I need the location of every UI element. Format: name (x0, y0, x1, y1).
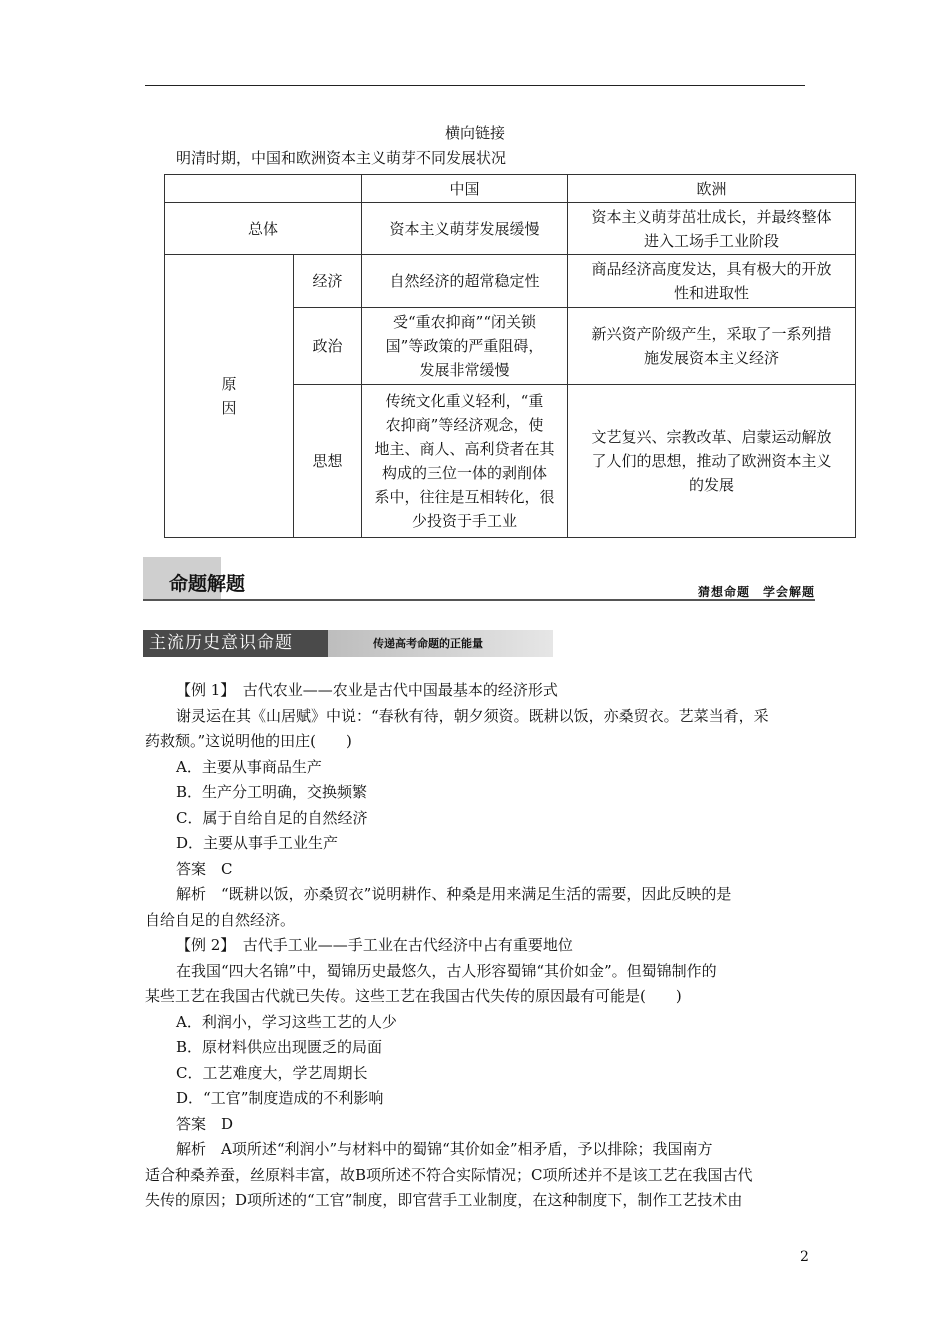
answer: 答案 C (176, 860, 233, 878)
analysis: 自给自足的自然经济。 (145, 911, 296, 929)
option-b: B．生产分工明确，交换频繁 (176, 783, 368, 801)
subsection-title: 主流历史意识命题 (143, 630, 328, 657)
thought-europe: 文艺复兴、宗教改革、启蒙运动解放 了人们的思想，推动了欧洲资本主义 的发展 (568, 385, 856, 538)
option-a: A．利润小，学习这些工艺的人少 (176, 1013, 397, 1031)
option-c: C．属于自给自足的自然经济 (176, 809, 368, 827)
thought-china: 传统文化重义轻利，“重 农抑商”等经济观念，使 地主、商人、高利贷者在其 构成的三位一体的剥削体 系中，往往是互相转化，很 少投资于手工业 (362, 385, 568, 538)
row-politics-label: 政治 (294, 308, 362, 385)
option-d: D．“工官”制度造成的不利影响 (176, 1089, 384, 1107)
option-d: D．主要从事手工业生产 (176, 834, 339, 852)
example-2-title: 【例 2】 古代手工业——手工业在古代经济中占有重要地位 (176, 936, 573, 954)
example-2-text: 某些工艺在我国古代就已失传。这些工艺在我国古代失传的原因最有可能是( ) (145, 987, 682, 1005)
header-rule (145, 85, 805, 86)
analysis: 适合种桑养蚕，丝原料丰富，故B项所述不符合实际情况；C项所述并不是该工艺在我国古代 (145, 1166, 753, 1184)
option-b: B．原材料供应出现匮乏的局面 (176, 1038, 383, 1056)
politics-china: 受“重农抑商”“闭关锁 国”等政策的严重阻碍， 发展非常缓慢 (362, 308, 568, 385)
section-header (143, 557, 815, 601)
option-a: A．主要从事商品生产 (176, 758, 322, 776)
analysis: 失传的原因；D项所述的“工官”制度，即官营手工业制度，在这种制度下，制作工艺技术由 (145, 1191, 743, 1209)
analysis: 解析 “既耕以饭，亦桑贸衣”说明耕作、种桑是用来满足生活的需要，因此反映的是 (176, 885, 732, 903)
section-subtitle: 猜想命题 学会解题 (697, 585, 815, 599)
reason-group-label: 原 因 (165, 255, 294, 538)
economy-europe: 商品经济高度发达，具有极大的开放 性和进取性 (568, 255, 856, 308)
table-caption: 明清时期，中国和欧洲资本主义萌芽不同发展状况 (176, 149, 507, 167)
analysis: 解析 A项所述“利润小”与材料中的蜀锦“其价如金”相矛盾，予以排除；我国南方 (176, 1140, 713, 1158)
header-europe: 欧洲 (568, 175, 856, 203)
subsection-tag: 传递高考命题的正能量 (328, 630, 553, 657)
overall-europe: 资本主义萌芽茁壮成长，并最终整体 进入工场手工业阶段 (568, 203, 856, 255)
politics-europe: 新兴资产阶级产生，采取了一系列措 施发展资本主义经济 (568, 308, 856, 385)
header-china: 中国 (362, 175, 568, 203)
answer: 答案 D (176, 1115, 234, 1133)
example-1-text: 药救颓。”这说明他的田庄( ) (145, 732, 352, 750)
subsection-banner (143, 630, 553, 657)
comparison-table (164, 174, 856, 538)
table-corner (165, 175, 362, 203)
overall-china: 资本主义萌芽发展缓慢 (362, 203, 568, 255)
section-rule (143, 599, 815, 601)
example-1-text: 谢灵运在其《山居赋》中说：“春秋有待，朝夕须资。既耕以饭，亦桑贸衣。艺菜当肴，采 (176, 707, 769, 725)
page-number: 2 (800, 1249, 809, 1265)
row-overall-label: 总体 (165, 203, 362, 255)
example-2-text: 在我国“四大名锦”中，蜀锦历史最悠久，古人形容蜀锦“其价如金”。但蜀锦制作的 (176, 962, 717, 980)
row-thought-label: 思想 (294, 385, 362, 538)
section-title: 命题解题 (169, 573, 246, 595)
heading: 横向链接 (444, 124, 505, 142)
economy-china: 自然经济的超常稳定性 (362, 255, 568, 308)
row-economy-label: 经济 (294, 255, 362, 308)
option-c: C．工艺难度大，学艺周期长 (176, 1064, 368, 1082)
example-1-title: 【例 1】 古代农业——农业是古代中国最基本的经济形式 (176, 681, 558, 699)
